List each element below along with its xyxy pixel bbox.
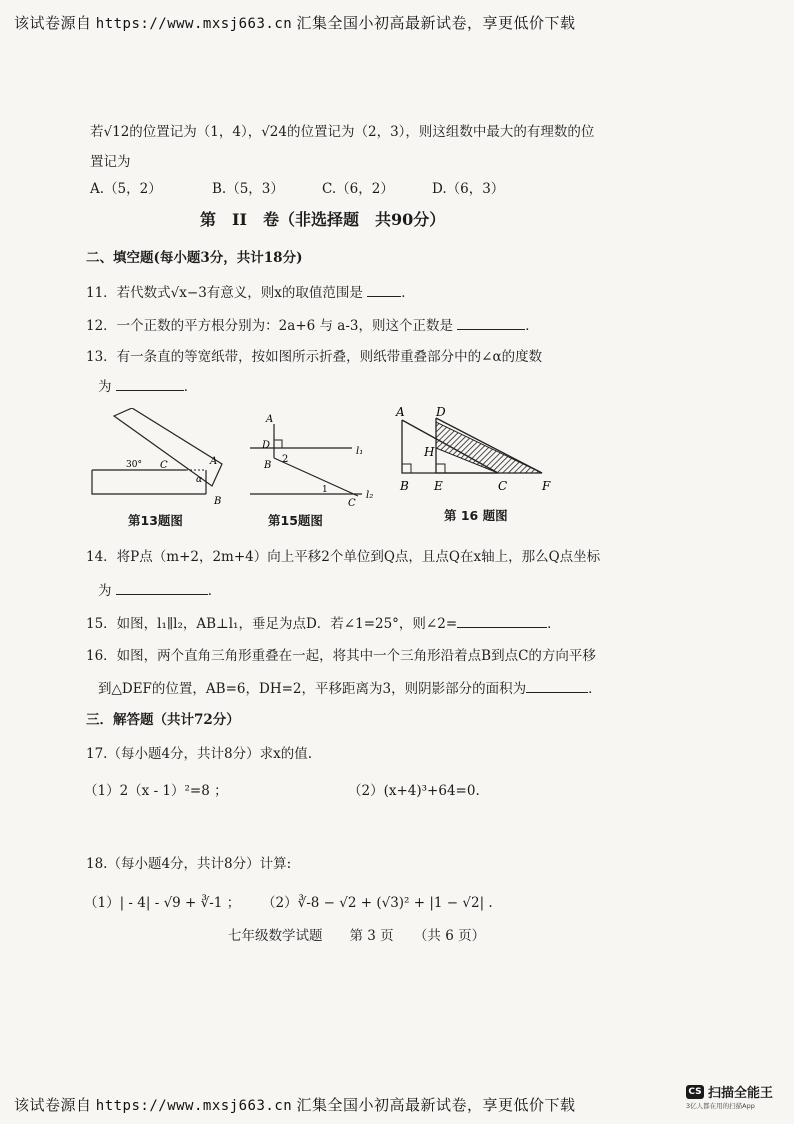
q14-line1: 14．将P点（m+2，2m+4）向上平移2个单位到Q点，且点Q在x轴上，那么Q点坐标	[86, 549, 601, 565]
page-footer: 七年级数学试题 第 3 页 （共 6 页）	[228, 928, 486, 944]
q10-line2: 置记为	[90, 154, 131, 170]
q13-answer-blank[interactable]	[116, 376, 184, 391]
scanner-watermark: CS 扫描全能王 3亿人都在用的扫描App	[686, 1086, 774, 1110]
part2-title: 第 II 卷（非选择题 共90分）	[200, 210, 446, 229]
fig15-right-angle	[274, 440, 282, 448]
fig15-label-2: 2	[282, 454, 289, 465]
fig13-label-alpha: α	[196, 475, 203, 485]
camscanner-logo-icon: CS	[686, 1085, 704, 1099]
q11: 11．若代数式√x−3有意义，则x的取值范围是 ．	[86, 281, 415, 301]
figure-13-caption: 第13题图	[128, 513, 183, 528]
source-footer: 该试卷源自 https://www.mxsj663.cn 汇集全国小初高最新试卷，享更低价下载	[14, 1098, 576, 1114]
fig13-label-c: C	[160, 460, 168, 471]
q10-line1: 若√12的位置记为（1，4），√24的位置记为（2，3），则这组数中最大的有理数的位	[90, 124, 595, 140]
fig13-strip-base	[92, 470, 206, 494]
fig15-label-d: D	[262, 440, 271, 451]
fig15-label-c: C	[348, 498, 356, 508]
source-url-bottom[interactable]: https://www.mxsj663.cn	[95, 1098, 293, 1114]
q11-answer-blank[interactable]	[367, 282, 401, 297]
fig16-label-e: E	[434, 479, 443, 493]
q15: 15．如图，l₁∥l₂，AB⊥l₁，垂足为点D．若∠1=25°，则∠2= ．	[86, 612, 561, 632]
figure-15-caption: 第15题图	[268, 513, 323, 528]
fig16-label-a: A	[396, 405, 405, 419]
q18-part1: （1）| - 4| - √9 + ∛-1 ；	[84, 895, 241, 911]
q10-option-b: B.（5，3）	[212, 181, 284, 197]
q10-option-d: D.（6，3）	[432, 181, 505, 197]
q17-stem: 17.（每小题4分，共计8分）求x的值.	[86, 746, 313, 762]
fig16-label-b: B	[400, 479, 409, 493]
q17-part1: （1）2（x - 1）²=8 ；	[84, 783, 228, 799]
figure-16	[392, 402, 562, 502]
q18-stem: 18.（每小题4分，共计8分）计算:	[86, 856, 292, 872]
q14-line2: 为 ．	[98, 579, 221, 599]
q13-line1: 13．有一条直的等宽纸带，按如图所示折叠，则纸带重叠部分中的∠α的度数	[86, 349, 543, 365]
q14-answer-blank[interactable]	[116, 580, 208, 595]
q13-line2: 为 ．	[98, 375, 197, 395]
fig15-label-l1: l₁	[356, 446, 364, 457]
fig15-label-b: B	[264, 460, 272, 471]
figure-13	[86, 408, 236, 508]
fig16-label-d: D	[436, 405, 446, 419]
q17-part2: （2）(x+4)³+64=0.	[348, 783, 480, 799]
q10-option-a: A.（5，2）	[90, 181, 162, 197]
q12: 12．一个正数的平方根分别为：2a+6 与 a-3，则这个正数是 ．	[86, 314, 539, 334]
source-url[interactable]: https://www.mxsj663.cn	[95, 16, 293, 32]
figure-15	[250, 408, 390, 508]
section3-heading: 三．解答题（共计72分）	[86, 712, 240, 728]
figure-16-caption: 第 16 题图	[444, 508, 508, 523]
source-header: 该试卷源自 https://www.mxsj663.cn 汇集全国小初高最新试卷，享更低价下载	[14, 16, 576, 32]
section2-heading: 二、填空题(每小题3分，共计18分)	[86, 250, 303, 266]
q15-answer-blank[interactable]	[457, 613, 547, 628]
q16-answer-blank[interactable]	[526, 678, 588, 693]
fig15-label-a: A	[266, 414, 274, 425]
q10-option-c: C.（6，2）	[322, 181, 394, 197]
q18-part2: （2）∛-8 − √2 + (√3)² + |1 − √2| .	[262, 895, 493, 911]
fig15-label-1: 1	[322, 485, 328, 495]
q12-answer-blank[interactable]	[457, 315, 525, 330]
fig16-label-h: H	[424, 445, 435, 459]
fig13-label-angle: 30°	[126, 460, 142, 470]
fig13-label-a: A	[210, 456, 218, 467]
q16-line1: 16．如图，两个直角三角形重叠在一起，将其中一个三角形沿着点B到点C的方向平移	[86, 648, 596, 664]
fig13-label-b: B	[214, 496, 222, 507]
fig15-label-l2: l₂	[366, 490, 374, 501]
fig16-label-f: F	[542, 479, 551, 493]
q16-line2: 到△DEF的位置，AB=6，DH=2，平移距离为3，则阴影部分的面积为 ．	[98, 677, 602, 697]
fig16-label-c: C	[498, 479, 508, 493]
